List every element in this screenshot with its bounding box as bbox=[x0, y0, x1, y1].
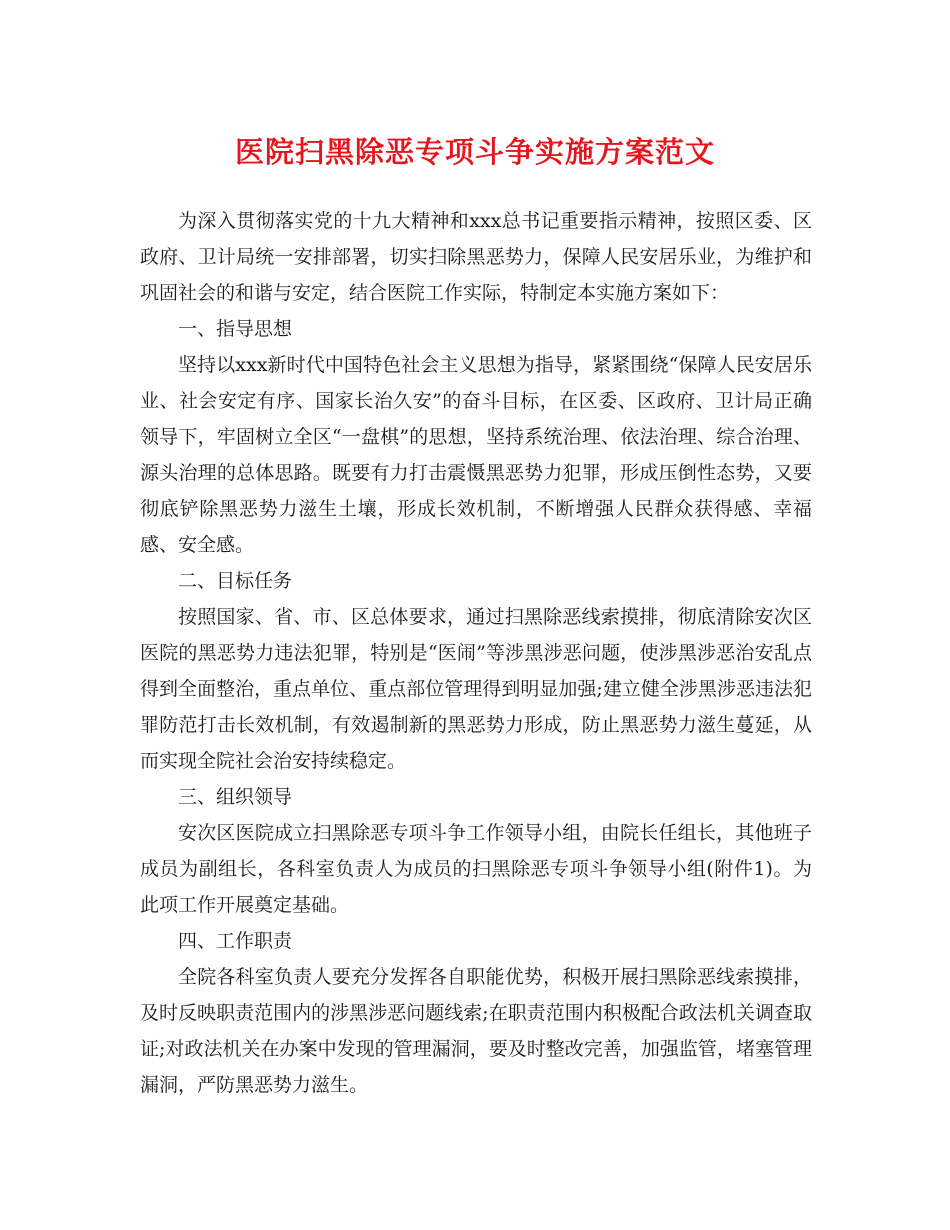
section-heading-organization: 三、组织领导 bbox=[178, 786, 293, 808]
section-text-guiding-ideology: 坚持以xxx新时代中国特色社会主义思想为指导，紧紧围绕“保障人民安居乐业、社会安定有序、国家长治久安”的奋斗目标，在区委、区政府、卫计局正确领导下，牢固树立全区“一盘棋”的思想，坚持系统治理、依法治理、综合治理、源头治理的总体思路。既要有力打击震慑黑恶势力犯罪，形成压倒性态势，又要彻底铲除黑恶势力滋生土壤，形成长效机制，不断增强人民群众获得感、幸福感、安全感。 bbox=[140, 354, 812, 556]
document-body bbox=[140, 203, 812, 1103]
intro-paragraph: 为深入贯彻落实党的十九大精神和xxx总书记重要指示精神，按照区委、区政府、卫计局统一安排部署，切实扫除黑恶势力，保障人民安居乐业，为维护和巩固社会的和谐与安定，结合医院工作实际，特制定本实施方案如下： bbox=[140, 210, 812, 304]
section-heading-guiding-ideology: 一、指导思想 bbox=[178, 318, 293, 340]
section-text-organization: 安次区医院成立扫黑除恶专项斗争工作领导小组，由院长任组长，其他班子成员为副组长，各科室负责人为成员的扫黑除恶专项斗争领导小组(附件1)。为此项工作开展奠定基础。 bbox=[140, 822, 812, 916]
section-text-responsibilities: 全院各科室负责人要充分发挥各自职能优势，积极开展扫黑除恶线索摸排，及时反映职责范围内的涉黑涉恶问题线索;在职责范围内积极配合政法机关调查取证;对政法机关在办案中发现的管理漏洞，要及时整改完善，加强监管，堵塞管理漏洞，严防黑恶势力滋生。 bbox=[140, 966, 812, 1096]
section-text-goals-tasks: 按照国家、省、市、区总体要求，通过扫黑除恶线索摸排，彻底清除安次区医院的黑恶势力违法犯罪，特别是“医闹”等涉黑涉恶问题，使涉黑涉恶治安乱点得到全面整治，重点单位、重点部位管理得到明显加强;建立健全涉黑涉恶违法犯罪防范打击长效机制，有效遏制新的黑恶势力形成，防止黑恶势力滋生蔓延，从而实现全院社会治安持续稳定。 bbox=[140, 606, 812, 772]
section-heading-responsibilities: 四、工作职责 bbox=[178, 930, 293, 952]
section-heading-goals-tasks: 二、目标任务 bbox=[178, 570, 293, 592]
document-title: 医院扫黑除恶专项斗争实施方案范文 bbox=[234, 135, 715, 169]
